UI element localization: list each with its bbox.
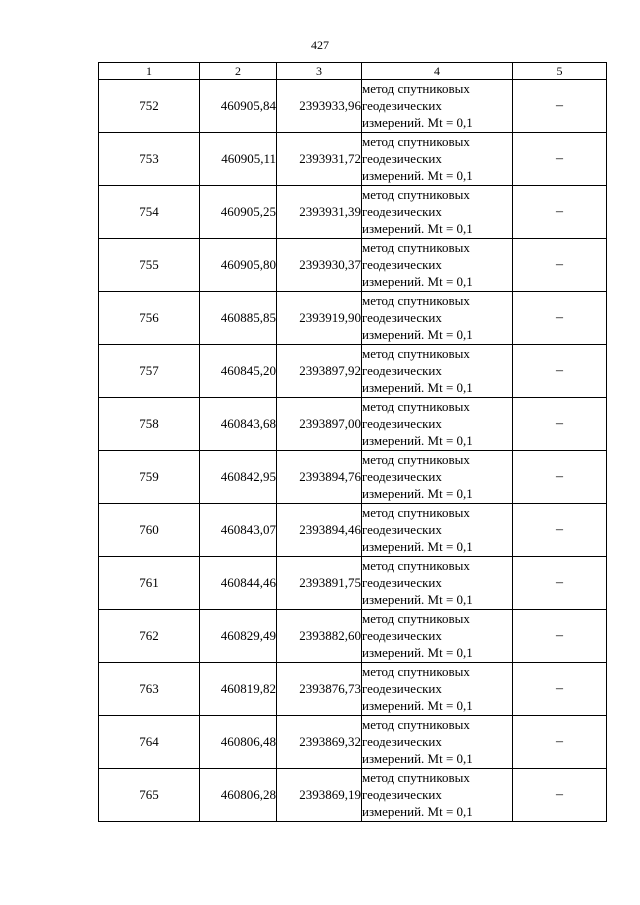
method-text-line: измерений. Mt = 0,1: [362, 433, 473, 448]
method-text-line: метод спутниковых: [362, 134, 470, 149]
x-coordinate-cell: 460806,28: [200, 769, 277, 822]
method-text-line: метод спутниковых: [362, 664, 470, 679]
page-number: 427: [311, 38, 329, 52]
table-row: [99, 239, 607, 292]
table-row: [99, 186, 607, 239]
table-row: [99, 451, 607, 504]
method-text-line: измерений. Mt = 0,1: [362, 486, 473, 501]
point-number-cell: 753: [99, 133, 200, 186]
method-text-line: метод спутниковых: [362, 240, 470, 255]
method-cell: [362, 398, 513, 451]
table-row: [99, 663, 607, 716]
x-coordinate-cell: 460905,80: [200, 239, 277, 292]
note-cell: –: [513, 769, 607, 822]
method-text-line: измерений. Mt = 0,1: [362, 274, 473, 289]
column-header: 4: [362, 63, 513, 80]
method-text-line: геодезических: [362, 522, 442, 537]
y-coordinate-cell: 2393930,37: [277, 239, 362, 292]
table-row: [99, 133, 607, 186]
point-number-cell: 765: [99, 769, 200, 822]
method-cell: [362, 504, 513, 557]
table-body: [99, 80, 607, 822]
point-number-cell: 759: [99, 451, 200, 504]
note-cell: –: [513, 345, 607, 398]
method-text-line: измерений. Mt = 0,1: [362, 221, 473, 236]
method-text-line: геодезических: [362, 787, 442, 802]
y-coordinate-cell: 2393876,73: [277, 663, 362, 716]
table-row: [99, 292, 607, 345]
x-coordinate-cell: 460829,49: [200, 610, 277, 663]
note-cell: –: [513, 610, 607, 663]
x-coordinate-cell: 460905,11: [200, 133, 277, 186]
coordinates-table: [98, 62, 607, 822]
method-text-line: метод спутниковых: [362, 452, 470, 467]
column-header: 3: [277, 63, 362, 80]
method-text-line: измерений. Mt = 0,1: [362, 115, 473, 130]
y-coordinate-cell: 2393919,90: [277, 292, 362, 345]
method-text-line: метод спутниковых: [362, 187, 470, 202]
method-cell: [362, 663, 513, 716]
x-coordinate-cell: 460905,84: [200, 80, 277, 133]
method-text-line: геодезических: [362, 575, 442, 590]
method-cell: [362, 610, 513, 663]
note-cell: –: [513, 398, 607, 451]
point-number-cell: 757: [99, 345, 200, 398]
table-header-row: [99, 63, 607, 80]
method-text-line: геодезических: [362, 681, 442, 696]
x-coordinate-cell: 460843,68: [200, 398, 277, 451]
method-text-line: измерений. Mt = 0,1: [362, 645, 473, 660]
method-text-line: геодезических: [362, 204, 442, 219]
method-text-line: метод спутниковых: [362, 399, 470, 414]
method-text-line: геодезических: [362, 310, 442, 325]
method-text-line: метод спутниковых: [362, 81, 470, 96]
y-coordinate-cell: 2393891,75: [277, 557, 362, 610]
method-cell: [362, 80, 513, 133]
method-cell: [362, 769, 513, 822]
x-coordinate-cell: 460819,82: [200, 663, 277, 716]
x-coordinate-cell: 460842,95: [200, 451, 277, 504]
note-cell: –: [513, 80, 607, 133]
method-text-line: измерений. Mt = 0,1: [362, 592, 473, 607]
y-coordinate-cell: 2393894,46: [277, 504, 362, 557]
y-coordinate-cell: 2393897,00: [277, 398, 362, 451]
note-cell: –: [513, 716, 607, 769]
method-text-line: измерений. Mt = 0,1: [362, 380, 473, 395]
x-coordinate-cell: 460806,48: [200, 716, 277, 769]
y-coordinate-cell: 2393933,96: [277, 80, 362, 133]
method-text-line: метод спутниковых: [362, 611, 470, 626]
y-coordinate-cell: 2393931,39: [277, 186, 362, 239]
method-cell: [362, 716, 513, 769]
note-cell: –: [513, 504, 607, 557]
method-text-line: геодезических: [362, 151, 442, 166]
method-text-line: метод спутниковых: [362, 505, 470, 520]
method-cell: [362, 239, 513, 292]
method-cell: [362, 292, 513, 345]
column-header: 1: [99, 63, 200, 80]
method-text-line: геодезических: [362, 98, 442, 113]
x-coordinate-cell: 460844,46: [200, 557, 277, 610]
table-row: [99, 345, 607, 398]
method-text-line: измерений. Mt = 0,1: [362, 698, 473, 713]
point-number-cell: 756: [99, 292, 200, 345]
method-text-line: геодезических: [362, 416, 442, 431]
note-cell: –: [513, 557, 607, 610]
method-text-line: измерений. Mt = 0,1: [362, 327, 473, 342]
method-cell: [362, 557, 513, 610]
y-coordinate-cell: 2393897,92: [277, 345, 362, 398]
table-row: [99, 80, 607, 133]
method-text-line: метод спутниковых: [362, 770, 470, 785]
method-text-line: геодезических: [362, 628, 442, 643]
method-text-line: метод спутниковых: [362, 346, 470, 361]
method-text-line: метод спутниковых: [362, 717, 470, 732]
note-cell: –: [513, 239, 607, 292]
method-text-line: геодезических: [362, 257, 442, 272]
point-number-cell: 755: [99, 239, 200, 292]
column-header: 5: [513, 63, 607, 80]
table-row: [99, 716, 607, 769]
y-coordinate-cell: 2393869,32: [277, 716, 362, 769]
note-cell: –: [513, 133, 607, 186]
method-text-line: измерений. Mt = 0,1: [362, 751, 473, 766]
method-cell: [362, 451, 513, 504]
y-coordinate-cell: 2393882,60: [277, 610, 362, 663]
table-row: [99, 610, 607, 663]
point-number-cell: 752: [99, 80, 200, 133]
y-coordinate-cell: 2393869,19: [277, 769, 362, 822]
note-cell: –: [513, 186, 607, 239]
table-row: [99, 557, 607, 610]
y-coordinate-cell: 2393894,76: [277, 451, 362, 504]
table-row: [99, 504, 607, 557]
method-text-line: измерений. Mt = 0,1: [362, 168, 473, 183]
method-text-line: измерений. Mt = 0,1: [362, 804, 473, 819]
method-text-line: метод спутниковых: [362, 558, 470, 573]
x-coordinate-cell: 460845,20: [200, 345, 277, 398]
point-number-cell: 754: [99, 186, 200, 239]
point-number-cell: 763: [99, 663, 200, 716]
note-cell: –: [513, 663, 607, 716]
table-row: [99, 769, 607, 822]
point-number-cell: 762: [99, 610, 200, 663]
method-cell: [362, 186, 513, 239]
method-cell: [362, 345, 513, 398]
point-number-cell: 761: [99, 557, 200, 610]
method-text-line: геодезических: [362, 363, 442, 378]
note-cell: –: [513, 451, 607, 504]
method-text-line: геодезических: [362, 734, 442, 749]
y-coordinate-cell: 2393931,72: [277, 133, 362, 186]
x-coordinate-cell: 460905,25: [200, 186, 277, 239]
method-text-line: геодезических: [362, 469, 442, 484]
point-number-cell: 764: [99, 716, 200, 769]
method-cell: [362, 133, 513, 186]
point-number-cell: 760: [99, 504, 200, 557]
table-row: [99, 398, 607, 451]
note-cell: –: [513, 292, 607, 345]
point-number-cell: 758: [99, 398, 200, 451]
method-text-line: измерений. Mt = 0,1: [362, 539, 473, 554]
x-coordinate-cell: 460843,07: [200, 504, 277, 557]
method-text-line: метод спутниковых: [362, 293, 470, 308]
x-coordinate-cell: 460885,85: [200, 292, 277, 345]
column-header: 2: [200, 63, 277, 80]
